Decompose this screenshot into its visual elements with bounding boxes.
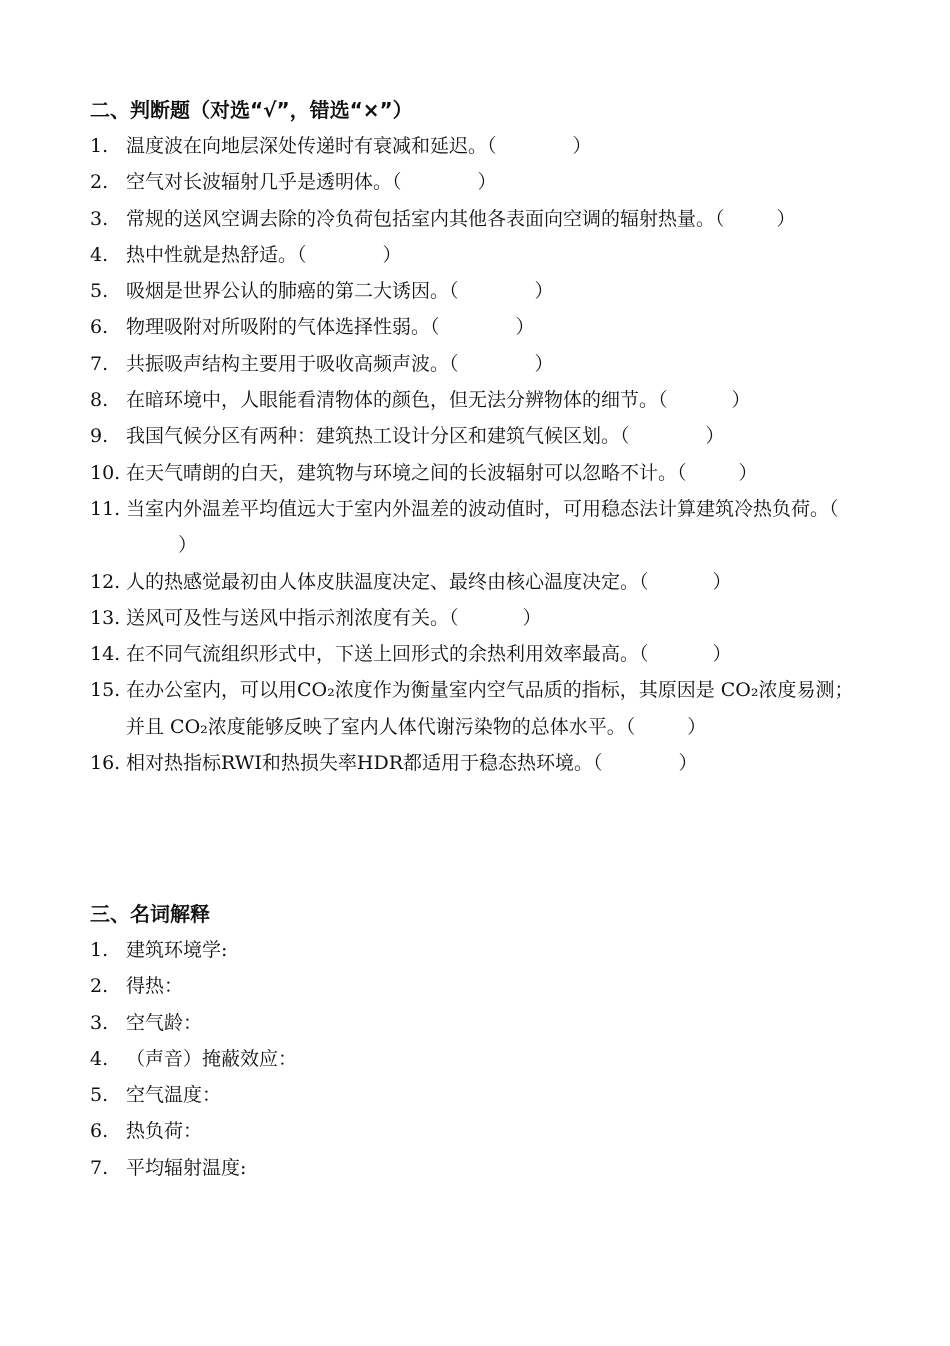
- closing-paren: ）: [515, 316, 535, 339]
- item-text: 在不同气流组织形式中，下送上回形式的余热利用效率最高。（: [126, 643, 649, 666]
- closing-paren: ）: [738, 461, 758, 484]
- judgement-item-9: [90, 418, 870, 454]
- closing-paren: ）: [522, 606, 542, 629]
- closing-paren: ）: [678, 752, 698, 775]
- item-number: 5.: [90, 1084, 109, 1107]
- judgement-item-15: [90, 672, 870, 745]
- item-number: 1.: [90, 939, 109, 961]
- term-text: 建筑环境学:: [126, 939, 228, 961]
- item-number: 15.: [90, 679, 121, 702]
- item-text: 热中性就是热舒适。（: [126, 243, 307, 266]
- judgement-item-8: [90, 382, 870, 418]
- judgement-item-16: [90, 745, 870, 781]
- item-text: 吸烟是世界公认的肺癌的第二大诱因。（: [126, 280, 459, 303]
- closing-paren: ）: [712, 570, 732, 593]
- item-number: 4.: [90, 243, 109, 266]
- item-number: 6.: [90, 1120, 109, 1143]
- closing-paren: ）: [534, 352, 554, 375]
- judgement-section-title: 二、判断题（对选“√”，错选“×”）: [90, 98, 413, 122]
- item-text: 当室内外温差平均值远大于室内外温差的波动值时，可用稳态法计算建筑冷热负荷。（: [126, 497, 839, 520]
- closing-paren: ）: [776, 207, 796, 230]
- closing-paren: ）: [731, 389, 751, 412]
- item-text: 在天气晴朗的白天，建筑物与环境之间的长波辐射可以忽略不计。（: [126, 461, 687, 484]
- judgement-section: [90, 92, 870, 781]
- item-number: 3.: [90, 207, 109, 230]
- item-number: 11.: [90, 497, 121, 520]
- term-text: 空气温度：: [126, 1084, 222, 1107]
- closing-paren: ）: [477, 171, 497, 194]
- item-number: 10.: [90, 461, 121, 484]
- term-text: （声音）掩蔽效应：: [126, 1047, 298, 1070]
- item-text: 人的热感觉最初由人体皮肤温度决定、最终由核心温度决定。（: [126, 570, 649, 593]
- item-text: 在办公室内，可以用CO₂浓度作为衡量室内空气品质的指标，其原因是 CO₂浓度易测；并且 CO₂浓度能够反映了室内人体代谢污染物的总体水平。（: [126, 679, 854, 738]
- item-text: 我国气候分区有两种：建筑热工设计分区和建筑气候区划。（: [126, 425, 630, 448]
- closing-paren: ）: [534, 280, 554, 303]
- item-number: 7.: [90, 1156, 109, 1179]
- item-text: 温度波在向地层深处传递时有衰减和延迟。（: [126, 135, 497, 157]
- item-text: 送风可及性与送风中指示剂浓度有关。（: [126, 606, 459, 629]
- item-number: 6.: [90, 316, 109, 339]
- judgement-item-11: [90, 491, 870, 564]
- item-number: 2.: [90, 171, 109, 194]
- item-text: 空气对长波辐射几乎是透明体。（: [126, 171, 402, 194]
- judgement-item-3: [90, 201, 870, 237]
- closing-paren: ）: [712, 643, 732, 666]
- judgement-item-13: [90, 600, 870, 636]
- item-number: 9.: [90, 425, 109, 448]
- item-number: 5.: [90, 280, 109, 303]
- item-number: 3.: [90, 1011, 109, 1034]
- closing-paren: ）: [382, 243, 402, 266]
- terms-section-title: 三、名词解释: [90, 902, 210, 926]
- term-text: 得热：: [126, 975, 184, 998]
- term-item-3: [90, 1005, 870, 1041]
- item-number: 16.: [90, 752, 121, 775]
- item-number: 2.: [90, 975, 109, 998]
- judgement-item-6: [90, 309, 870, 345]
- closing-paren: ）: [705, 425, 725, 448]
- item-text: 常规的送风空调去除的冷负荷包括室内其他各表面向空调的辐射热量。（: [126, 207, 725, 230]
- judgement-item-14: [90, 636, 870, 672]
- judgement-item-4: [90, 237, 870, 273]
- item-number: 8.: [90, 389, 109, 412]
- judgement-item-12: [90, 564, 870, 600]
- item-text: 相对热指标RWI和热损失率HDR都适用于稳态热环境。（: [126, 752, 603, 775]
- item-text: 物理吸附对所吸附的气体选择性弱。（: [126, 316, 440, 339]
- term-text: 平均辐射温度:: [126, 1156, 247, 1179]
- judgement-item-5: [90, 273, 870, 309]
- term-text: 空气龄：: [126, 1011, 203, 1034]
- term-item-5: [90, 1077, 870, 1113]
- item-number: 14.: [90, 643, 121, 666]
- judgement-item-2: [90, 164, 870, 200]
- item-text: 共振吸声结构主要用于吸收高频声波。（: [126, 352, 459, 375]
- judgement-item-1: [90, 128, 870, 164]
- item-number: 7.: [90, 352, 109, 375]
- item-number: 12.: [90, 570, 121, 593]
- term-item-4: [90, 1041, 870, 1077]
- term-item-1: [90, 932, 870, 968]
- judgement-item-7: [90, 346, 870, 382]
- term-item-7: [90, 1150, 870, 1186]
- closing-paren: ）: [687, 715, 707, 738]
- item-number: 4.: [90, 1047, 109, 1070]
- term-item-2: [90, 968, 870, 1004]
- term-text: 热负荷：: [126, 1120, 203, 1143]
- closing-paren: ）: [572, 135, 592, 157]
- terms-section: [90, 896, 870, 1186]
- closing-paren: ）: [178, 534, 198, 557]
- item-number: 1.: [90, 135, 109, 157]
- item-text: 在暗环境中，人眼能看清物体的颜色，但无法分辨物体的细节。（: [126, 389, 668, 412]
- judgement-item-10: [90, 455, 870, 491]
- term-item-6: [90, 1113, 870, 1149]
- item-number: 13.: [90, 606, 121, 629]
